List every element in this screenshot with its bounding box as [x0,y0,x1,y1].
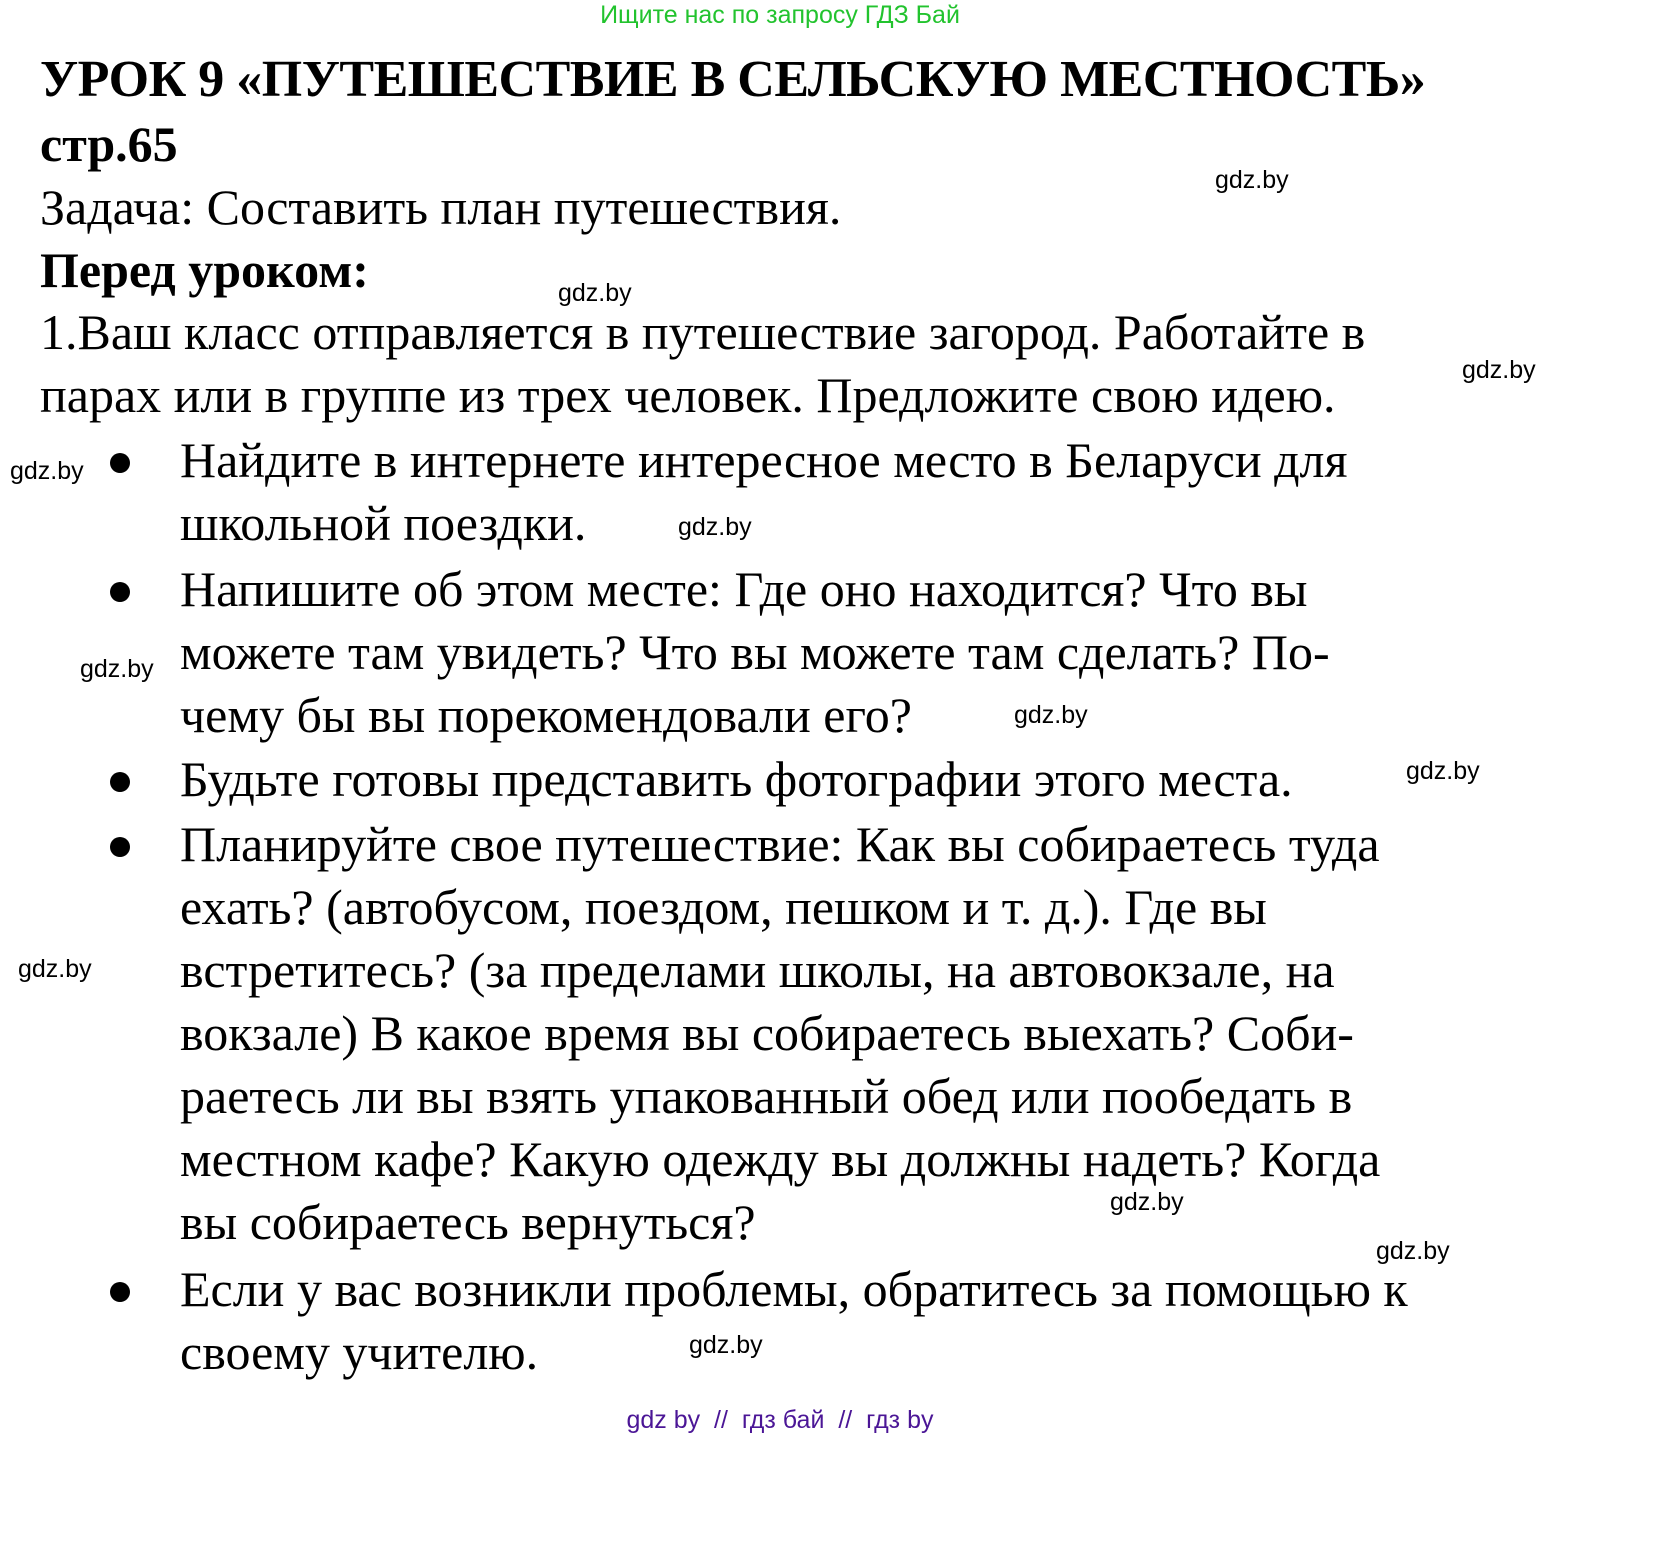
watermark: gdz.by [1110,1188,1184,1216]
list-item-line: своему учителю. [180,1324,539,1380]
list-item-line: можете там увидеть? Что вы можете там сделать? По- [180,624,1330,680]
list-item-line: встретитесь? (за пределами школы, на автовокзале, на [180,942,1335,998]
watermark: gdz.by [1014,701,1088,729]
watermark: gdz.by [678,513,752,541]
bullet-icon [110,772,130,792]
watermark: gdz.by [1215,166,1289,194]
bullet-icon [110,453,130,473]
bullet-icon [110,1282,130,1302]
footer-note: gdz by // гдз бай // гдз by [626,1406,934,1434]
list-item-line: Напишите об этом месте: Где оно находится? Что вы [180,561,1308,617]
list-item-line: Найдите в интернете интересное место в Беларуси для [180,432,1348,488]
list-item-line: Если у вас возникли проблемы, обратитесь за помощью к [180,1261,1408,1317]
task-text: Задача: Составить план путешествия. [40,179,842,235]
list-item-line: местном кафе? Какую одежду вы должны надеть? Когда [180,1131,1381,1187]
list-item-line: вы собираетесь вернуться? [180,1194,756,1250]
search-hint: Ищите нас по запросу ГДЗ Бай [600,1,960,29]
watermark: gdz.by [1462,356,1536,384]
page-number: стр.65 [40,116,178,172]
watermark: gdz.by [1406,757,1480,785]
list-item-line: раетесь ли вы взять упакованный обед или пообедать в [180,1068,1353,1124]
list-item-line: Будьте готовы представить фотографии этого места. [180,751,1293,807]
watermark: gdz.by [1376,1237,1450,1265]
lesson-title: УРОК 9 «ПУТЕШЕСТВИЕ В СЕЛЬСКУЮ МЕСТНОСТЬ» [40,51,1426,108]
intro-line: парах или в группе из трех человек. Предложите свою идею. [40,367,1336,423]
watermark: gdz.by [689,1331,763,1359]
bullet-icon [110,582,130,602]
before-lesson-heading: Перед уроком: [40,242,369,298]
list-item-line: ехать? (автобусом, поездом, пешком и т. д.). Где вы [180,879,1267,935]
watermark: gdz.by [10,457,84,485]
bullet-icon [110,837,130,857]
intro-line: 1.Ваш класс отправляется в путешествие загород. Работайте в [40,304,1366,360]
watermark: gdz.by [18,955,92,983]
watermark: gdz.by [80,655,154,683]
list-item-line: школьной поездки. [180,495,587,551]
watermark: gdz.by [558,279,632,307]
list-item-line: вокзале) В какое время вы собираетесь выехать? Соби- [180,1005,1354,1061]
list-item-line: Планируйте свое путешествие: Как вы собираетесь туда [180,816,1380,872]
list-item-line: чему бы вы порекомендовали его? [180,687,912,743]
